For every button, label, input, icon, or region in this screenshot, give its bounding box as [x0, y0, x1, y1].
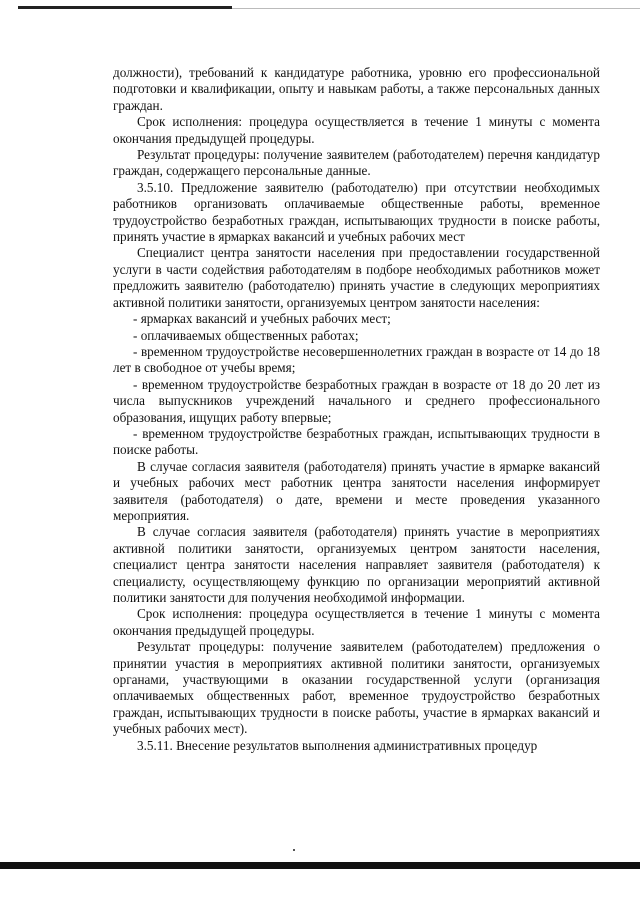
paragraph-result-2: Результат процедуры: получение заявителем (работодателем) предложения о принятии участия в мероприятиях активной политики занятости, организуемых органами, участвующими в оказании государственной услуги (организация оплачиваемых общественных работ, временное трудоустройство безработных граждан, испытывающих трудности в поиске работы, участие в ярмарках вакансий и учебных рабочих мест).	[113, 639, 600, 737]
paragraph-result: Результат процедуры: получение заявителем (работодателем) перечня кандидатур граждан, содержащего персональные данные.	[113, 147, 600, 179]
paragraph-fair-consent: В случае согласия заявителя (работодателя) принять участие в ярмарке вакансий и учебных рабочих мест работник центра занятости населения информирует заявителя (работодателя) о дате, времени и месте проведения указанного мероприятия.	[113, 458, 600, 523]
scan-edge-bottom	[0, 862, 640, 869]
list-item: - оплачиваемых общественных работах;	[133, 327, 359, 343]
paragraph-specialist: Специалист центра занятости населения при предоставлении государственной услуги в части содействия работодателям в подборе необходимых работников может предложить заявителю (работодателю) принять участие в следующих мероприятиях активной политики занятости, организуемых центром занятости населения:	[113, 245, 600, 310]
scan-edge-top	[18, 6, 232, 9]
paragraph-continuation: должности), требований к кандидатуре работника, уровню его профессиональной подготовки и квалификации, опыту и навыкам работы, а также персональных данных граждан.	[113, 65, 600, 113]
scan-speck	[293, 849, 295, 851]
document-body	[113, 65, 600, 754]
list-item: - временном трудоустройстве безработных граждан, испытывающих трудности в поиске работы.	[113, 425, 600, 458]
paragraph-activity-consent: В случае согласия заявителя (работодателя) принять участие в мероприятиях активной политики занятости, организуемых центром занятости населения, специалист центра занятости населения направляет заявителя (работодателя) к специалисту, осуществляющему функцию по организации мероприятий активной политики занятости для получения необходимой информации.	[113, 524, 600, 605]
section-3-5-11-heading: 3.5.11. Внесение результатов выполнения административных процедур	[137, 737, 538, 753]
scan-edge-top-line	[232, 8, 640, 9]
paragraph-deadline: Срок исполнения: процедура осуществляется в течение 1 минуты с момента окончания предыдущей процедуры.	[113, 114, 600, 146]
list-item: - ярмарках вакансий и учебных рабочих мест;	[133, 311, 391, 327]
section-3-5-10-heading: 3.5.10. Предложение заявителю (работодателю) при отсутствии необходимых работников организовать оплачиваемые общественные работы, временное трудоустройство безработных граждан, испытывающих трудности в поиске работы, принять участие в ярмарках вакансий и учебных рабочих мест	[113, 179, 600, 245]
list-item: - временном трудоустройстве безработных граждан в возрасте от 18 до 20 лет из числа выпускников учреждений начального и среднего профессионального образования, ищущих работу впервые;	[113, 376, 600, 425]
paragraph-deadline-2: Срок исполнения: процедура осуществляется в течение 1 минуты с момента окончания предыдущей процедуры.	[113, 606, 600, 638]
list-item: - временном трудоустройстве несовершеннолетних граждан в возрасте от 14 до 18 лет в свободное от учебы время;	[113, 343, 600, 376]
